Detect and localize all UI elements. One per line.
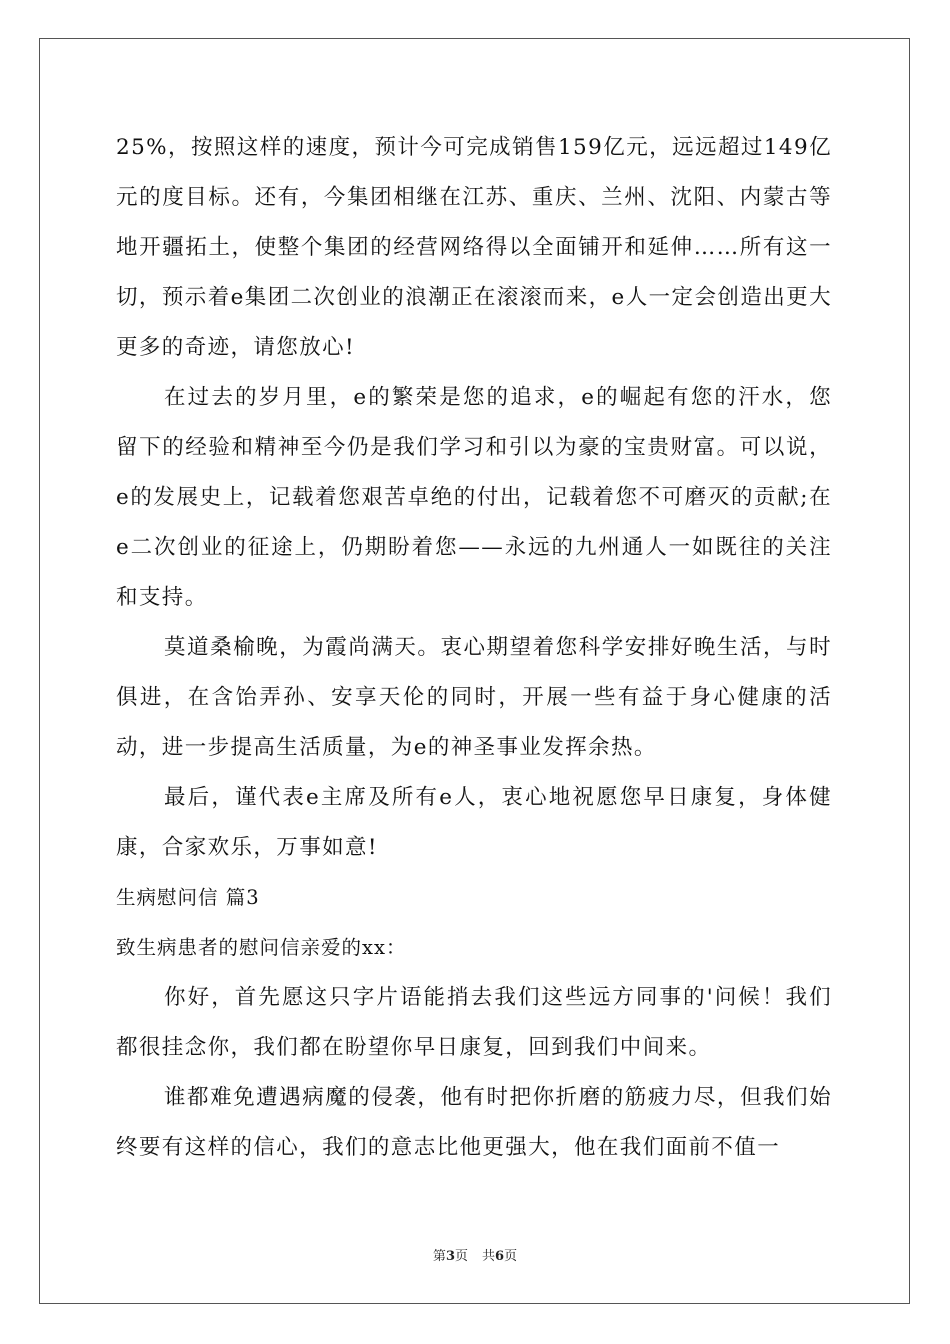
paragraph-1: 25%，按照这样的速度，预计今可完成销售159亿元，远远超过149亿元的度目标。还有，今集团相继在江苏、重庆、兰州、沈阳、内蒙古等地开疆拓土，使整个集团的经营网络得以全面铺开和延伸……所有这一切，预示着e集团二次创业的浪潮正在滚滚而来，e人一定会创造出更大更多的奇迹，请您放心!: [116, 135, 832, 360]
total-suffix: 页: [504, 1249, 518, 1264]
page-suffix: 页: [454, 1249, 468, 1264]
paragraph-3: 莫道桑榆晚，为霞尚满天。衷心期望着您科学安排好晚生活，与时俱进，在含饴弄孙、安享天伦的同时，开展一些有益于身心健康的活动，进一步提高生活质量，为e的神圣事业发挥余热。: [116, 635, 832, 760]
document-body: [116, 123, 832, 1173]
paragraph-6: 谁都难免遭遇病魔的侵袭，他有时把你折磨的筋疲力尽，但我们始终要有这样的信心，我们的意志比他更强大，他在我们面前不值一: [116, 1085, 832, 1160]
total-prefix: 共: [482, 1249, 496, 1264]
total-pages-number: 6: [495, 1249, 505, 1264]
paragraph-5: 你好，首先愿这只字片语能捎去我们这些远方同事的'问候！我们都很挂念你，我们都在盼望你早日康复，回到我们中间来。: [116, 985, 832, 1060]
paragraph-4: 最后，谨代表e主席及所有e人，衷心地祝愿您早日康复，身体健康，合家欢乐，万事如意!: [116, 785, 832, 860]
page-prefix: 第: [432, 1249, 446, 1264]
letter-salutation: 致生病患者的慰问信亲爱的xx：: [116, 936, 407, 959]
section-heading: 生病慰问信 篇3: [116, 886, 260, 909]
current-page-number: 3: [445, 1249, 455, 1264]
paragraph-2: 在过去的岁月里，e的繁荣是您的追求，e的崛起有您的汗水，您留下的经验和精神至今仍是我们学习和引以为豪的宝贵财富。可以说，e的发展史上，记载着您艰苦卓绝的付出，记载着您不可磨灭的贡献;在e二次创业的征途上，仍期盼着您——永远的九州通人一如既往的关注和支持。: [116, 385, 832, 610]
page-footer: [0, 1245, 950, 1264]
